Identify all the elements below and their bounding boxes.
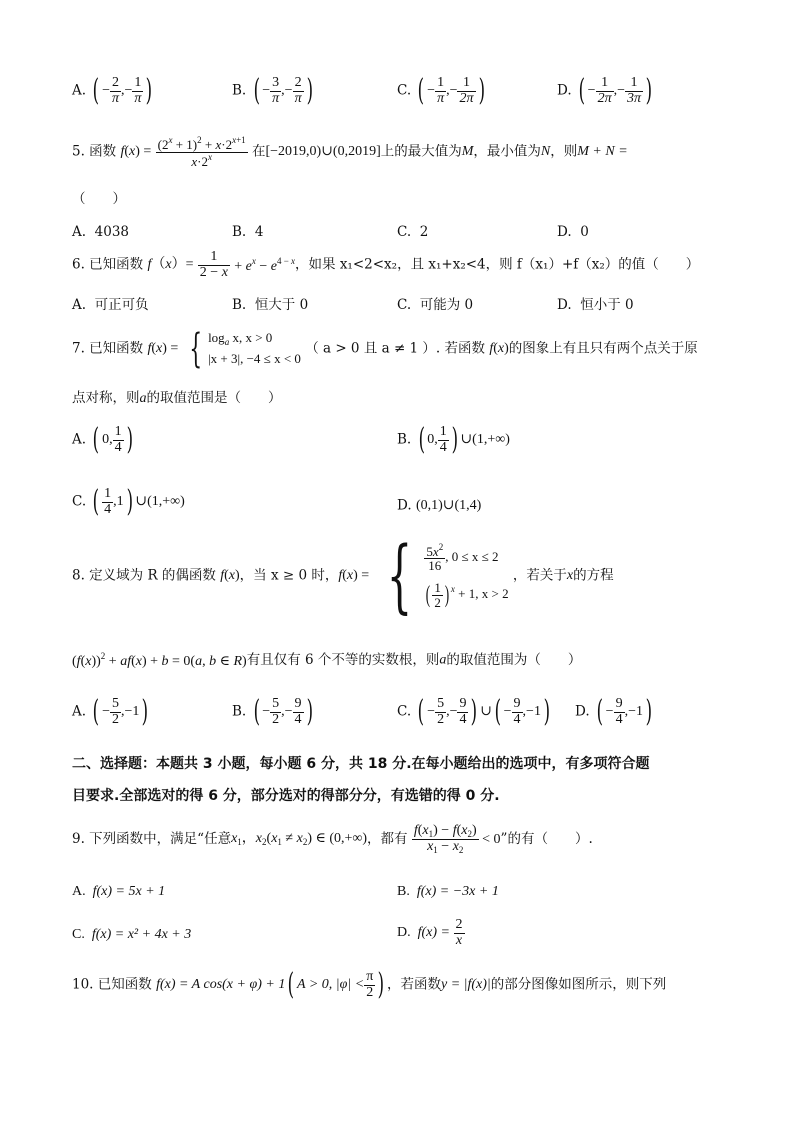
question-prefix: 9. 下列函数中，满足“任意 [72, 831, 232, 848]
right-paren: ) [126, 422, 133, 458]
q8-option-a: A. ( − $\frac{5}{2}$ ,−1) [72, 694, 149, 730]
right-paren: ) [306, 73, 313, 109]
right-paren: ) [645, 694, 653, 730]
q8-option-d: D. ( − $\frac{9}{4}$ ,−1) [575, 694, 653, 730]
question-prefix: 10. 已知函数 [72, 976, 152, 993]
q5-answer-paren: （ ） [72, 191, 126, 207]
left-paren: ( [253, 73, 260, 109]
left-paren: ( [578, 73, 586, 109]
left-brace: { [188, 326, 202, 373]
q5-fraction: $\frac{(2^x + 1)^2 + x\cdot 2^{x+1}}{x\cdot 2^x}$ [157, 135, 246, 169]
section-heading-line1: 二、选择题：本题共 3 小题，每小题 6 分，共 18 分.在每小题给出的选项中，有多项符合题 [72, 756, 650, 772]
q4-option-d: D. ( − $\frac{1}{2\pi}$ ,− $\frac{1}{3\pi}$ ) [557, 73, 653, 109]
fraction: $\frac{1}{2 - x}$ [199, 249, 228, 280]
q9-option-c: C. f(x) = x² + 4x + 3 [72, 927, 192, 942]
condition: （ a > 0 且 a ≠ 1 ）. 若函数 [305, 340, 486, 357]
section-heading-line2: 目要求.全部选对的得 6 分，部分选对的得部分分，有选错的得 0 分. [72, 788, 500, 804]
fraction: $\frac{1}{4}$ [104, 486, 112, 517]
right-paren: ) [142, 694, 149, 730]
left-paren: ( [418, 73, 425, 109]
min-symbol: N [540, 144, 551, 160]
q5-option-a: A. 4038 [72, 224, 129, 240]
question-number: 5. 函数 [72, 143, 117, 160]
q7-option-d: D. (0,1)∪(1,4) [397, 497, 482, 514]
fraction: $\frac{1}{2\pi}$ [459, 75, 474, 106]
right-paren: ) [146, 73, 153, 109]
q9-stem: 9. 下列函数中，满足“任意$x_1$，$x_2(x_1 \ne x_2)$ ∈ (0,+∞)，都有 $\frac{f(x_1) - f(x_2)}{x_1 - x_2}$ < 0”的有（ ）. [72, 823, 593, 856]
left-paren: ( [287, 967, 295, 1003]
right-paren: ) [471, 694, 478, 730]
left-paren: ( [92, 422, 100, 458]
right-paren: ) [126, 484, 133, 520]
q7-option-b: B. ( 0, $\frac{1}{4}$ ) ∪(1,+∞) [397, 422, 510, 458]
max-symbol: M [461, 144, 474, 160]
fraction: $\frac{f(x_1) - f(x_2)}{x_1 - x_2}$ [413, 823, 477, 856]
right-paren: ) [543, 694, 551, 730]
left-paren: ( [93, 484, 100, 520]
q9-option-a: A. f(x) = 5x + 1 [72, 884, 166, 899]
fraction: $\frac{1}{2\pi}$ [597, 75, 612, 106]
q9-option-b: B. f(x) = −3x + 1 [397, 884, 499, 899]
right-paren: ) [478, 73, 485, 109]
right-paren: ) [645, 73, 653, 109]
fraction: $\frac{1}{3\pi}$ [626, 75, 641, 106]
left-paren: ( [596, 694, 604, 730]
left-paren: ( [418, 422, 425, 458]
left-paren: ( [92, 694, 100, 730]
text: 的图象上有且只有两个点关于原 [508, 340, 698, 357]
right-paren: ) [377, 967, 385, 1003]
text: ，则 [550, 143, 578, 160]
q4-option-b: B. ( − $\frac{3}{\pi}$ ,− $\frac{2}{\pi}$ ) [232, 73, 313, 109]
question-prefix: 6. 已知函数 [72, 256, 144, 273]
expression: M + N = [577, 144, 628, 160]
fraction: $\frac{1}{\pi}$ [134, 75, 142, 106]
q7-stem: 7. 已知函数 f(x) = { $\log_a x$, x > 0 |x + 3|, −4 ≤ x < 0 （ a > 0 且 a ≠ 1 ）. 若函数 f(x)的图象上有且只有两个点关于原 [72, 326, 698, 373]
text: 上的最大值为 [380, 143, 462, 160]
right-paren: ) [306, 694, 313, 730]
option-label: C. [397, 82, 412, 99]
left-brace: { [386, 529, 412, 622]
q7-option-a: A. ( 0, $\frac{1}{4}$ ) [72, 422, 133, 458]
q7-line2: 点对称，则a的取值范围是（ ） [72, 390, 282, 406]
q6-option-d: D. 恒小于 0 [557, 297, 634, 313]
fraction: $\frac{1}{4}$ [114, 424, 122, 455]
question-prefix: 8. 定义域为 R 的偶函数 [72, 567, 216, 584]
text: ，最小值为 [473, 143, 541, 160]
q6-option-b: B. 恒大于 0 [232, 297, 309, 313]
q6-stem: 6. 已知函数 f（x）= $\frac{1}{2 - x}$ + $e^x - e^{4 - x}$，如果 x₁<2<x₂，且 x₁+x₂<4，则 f（x₁）+f（x₂）的值（ ） [72, 249, 700, 280]
q9-option-d: D. f(x) = $\frac{2}{x}$ [397, 917, 463, 948]
q5-option-b: B. 4 [232, 224, 264, 240]
q5-stem [72, 136, 628, 168]
right-paren: ) [451, 422, 458, 458]
q4-option-c: C. ( − $\frac{1}{\pi}$ ,− $\frac{1}{2\pi}$ ) [397, 73, 485, 109]
q5-option-d: D. 0 [557, 224, 589, 240]
q6-option-c: C. 可能为 0 [397, 297, 474, 313]
left-paren: ( [253, 694, 260, 730]
q7-option-c: C. ( $\frac{1}{4}$ ,1) ∪(1,+∞) [72, 484, 185, 520]
question-prefix: 7. 已知函数 [72, 340, 144, 357]
q8-option-b: B. ( − $\frac{5}{2}$ ,− $\frac{9}{4}$ ) [232, 694, 313, 730]
option-label: B. [232, 82, 247, 99]
q4-option-a: A. ( − $\frac{2}{\pi}$ ,− $\frac{1}{\pi}$ ) [72, 73, 153, 109]
q10-stem: 10. 已知函数 f(x) = A cos(x + φ) + 1( A > 0, |φ| < $\frac{\pi}{2}$ ) ，若函数y = |f(x)|的部分图像如图所示，则下列 [72, 967, 667, 1003]
fraction: $\frac{2}{\pi}$ [294, 75, 302, 106]
fraction: $\frac{3}{\pi}$ [272, 75, 280, 106]
interval: [−2019,0)∪(0,2019] [265, 144, 381, 160]
option-label: D. [557, 82, 572, 99]
q6-option-a: A. 可正可负 [72, 297, 149, 313]
fraction: $\frac{2}{\pi}$ [111, 75, 119, 106]
piecewise: $\log_a x$, x > 0 |x + 3|, −4 ≤ x < 0 [208, 330, 301, 367]
condition: ，如果 x₁<2<x₂，且 x₁+x₂<4，则 f（x₁）+f（x₂）的值（ ） [295, 256, 700, 273]
fraction: $\frac{1}{4}$ [439, 424, 447, 455]
fraction: $\frac{1}{\pi}$ [437, 75, 445, 106]
text: 在 [251, 143, 266, 160]
q5-option-c: C. 2 [397, 224, 429, 240]
left-paren: ( [92, 73, 100, 109]
q8-line2: $(f(x))^2 + af(x) + b = 0(a$, b ∈ R)有且仅有 6 个不等的实数根，则a的取值范围为（ ） [72, 651, 582, 669]
q8-option-c: C. ( − $\frac{5}{2}$ ,− $\frac{9}{4}$ ) ∪( − $\frac{9}{4}$ ,−1) [397, 694, 551, 730]
option-label: A. [72, 82, 87, 99]
left-paren: ( [418, 694, 425, 730]
piecewise: $\frac{5x^2}{16}$ , 0 ≤ x ≤ 2 ( $\frac{1}{2}$ ) $^x$ + 1, x > 2 [426, 541, 509, 610]
left-paren: ( [494, 694, 502, 730]
function-name: f(x) = [120, 144, 152, 160]
q8-stem: 8. 定义域为 R 的偶函数 f(x)，当 x ≥ 0 时，f(x) = { $\frac{5x^2}{16}$ , 0 ≤ x ≤ 2 ( $\frac{1}{2}$ ) $^x$ + 1, x > 2 ，若关于x的方程 [72, 529, 614, 622]
